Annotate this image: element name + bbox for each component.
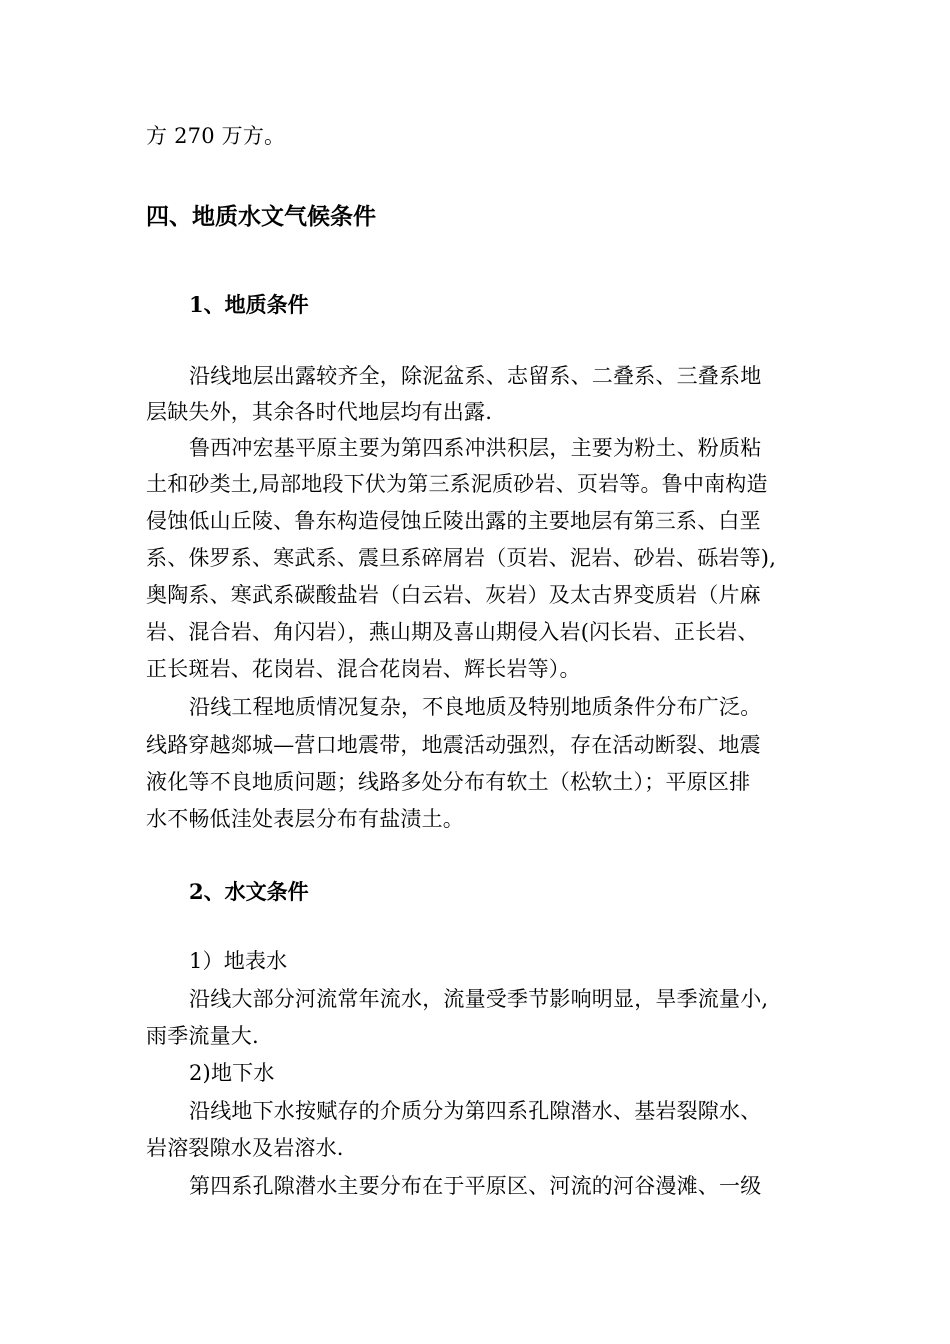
paragraph-line: 雨季流量大.	[146, 1024, 259, 1048]
paragraph-line: 系、侏罗系、寒武系、震旦系碎屑岩（页岩、泥岩、砂岩、砾岩等),	[146, 546, 777, 570]
paragraph-line: 侵蚀低山丘陵、鲁东构造侵蚀丘陵出露的主要地层有第三系、白垩	[146, 509, 761, 533]
intro-text-line: 方 270 万方。	[146, 124, 286, 148]
paragraph-line: 正长斑岩、花岗岩、混合花岗岩、辉长岩等）。	[146, 657, 581, 681]
subheading-surface-water: 1）地表水	[189, 949, 288, 973]
paragraph-line: 第四系孔隙潜水主要分布在于平原区、河流的河谷漫滩、一级	[189, 1174, 762, 1198]
subsection-heading-geology: 1、地质条件	[189, 292, 309, 317]
subheading-groundwater: 2)地下水	[189, 1061, 275, 1085]
paragraph-line: 线路穿越郯城—营口地震带，地震活动强烈，存在活动断裂、地震	[146, 733, 761, 757]
paragraph-line: 层缺失外，其余各时代地层均有出露.	[146, 400, 493, 424]
paragraph-line: 沿线大部分河流常年流水，流量受季节影响明显，旱季流量小,	[189, 987, 769, 1011]
paragraph-line: 土和砂类土,局部地段下伏为第三系泥质砂岩、页岩等。鲁中南构造	[146, 472, 768, 496]
paragraph-line: 沿线工程地质情况复杂，不良地质及特别地质条件分布广泛。	[189, 695, 762, 719]
paragraph-line: 沿线地下水按赋存的介质分为第四系孔隙潜水、基岩裂隙水、	[189, 1099, 762, 1123]
subsection-heading-hydrology: 2、水文条件	[189, 879, 309, 904]
paragraph-line: 岩、混合岩、角闪岩），燕山期及喜山期侵入岩(闪长岩、正长岩、	[146, 620, 759, 644]
paragraph-line: 奥陶系、寒武系碳酸盐岩（白云岩、灰岩）及太古界变质岩（片麻	[146, 583, 761, 607]
paragraph-line: 岩溶裂隙水及岩溶水.	[146, 1136, 344, 1160]
section-heading: 四、地质水文气候条件	[146, 203, 376, 230]
paragraph-line: 液化等不良地质问题；线路多处分布有软土（松软土）；平原区排	[146, 770, 751, 794]
paragraph-line: 鲁西冲宏基平原主要为第四系冲洪积层，主要为粉土、粉质粘	[189, 436, 762, 460]
paragraph-line: 沿线地层出露较齐全，除泥盆系、志留系、二叠系、三叠系地	[189, 364, 762, 388]
paragraph-line: 水不畅低洼处表层分布有盐渍土。	[146, 807, 464, 831]
